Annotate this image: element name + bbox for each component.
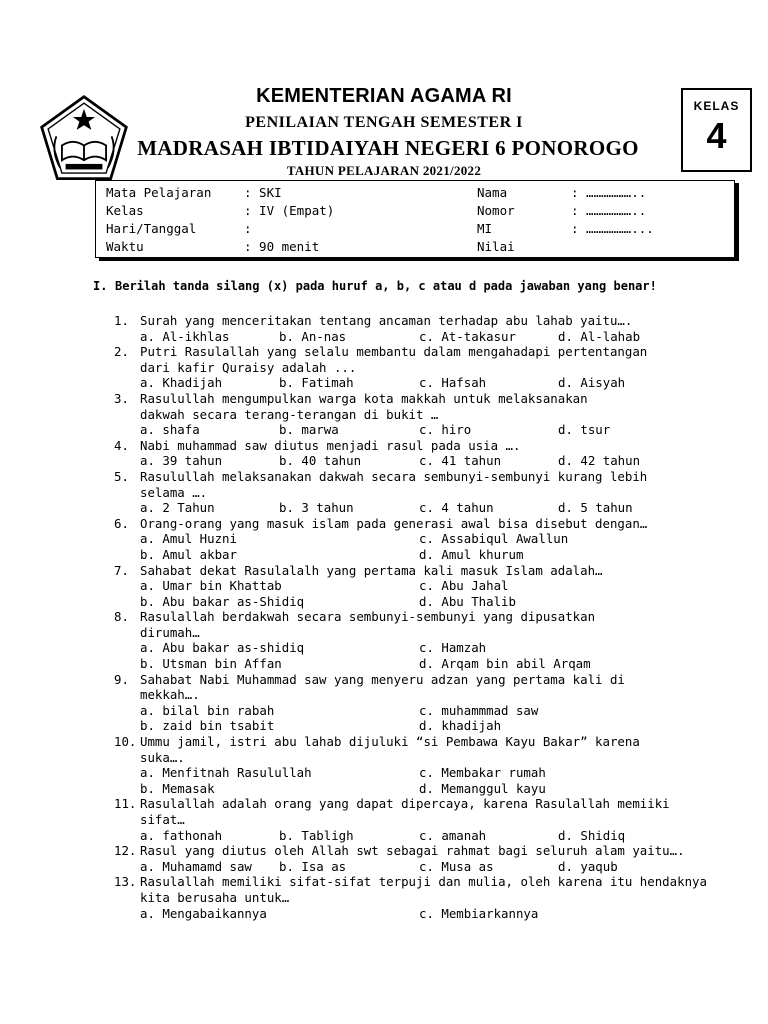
question-text: Rasulallah memiliki sifat-sifat terpuji dan mulia, oleh karena itu hendaknya bbox=[140, 874, 707, 890]
answer-option[interactable]: a. Mengabaikannya bbox=[140, 905, 267, 921]
question-line bbox=[0, 687, 768, 703]
class-number: 4 bbox=[706, 115, 727, 156]
number-field[interactable]: : ……………….. bbox=[571, 203, 647, 218]
info-value: : 90 menit bbox=[244, 239, 320, 254]
question-text: dirumah… bbox=[140, 624, 200, 640]
question-item bbox=[0, 563, 768, 610]
answer-option[interactable]: a. Umar bin Khattab bbox=[140, 578, 282, 594]
question-text: sifat… bbox=[140, 812, 185, 827]
exam-title: PENILAIAN TENGAH SEMESTER I bbox=[245, 114, 523, 131]
answer-options-row bbox=[0, 718, 768, 734]
answer-option[interactable]: a. Menfitnah Rasulullah bbox=[140, 765, 312, 781]
question-text: Sahabat Nabi Muhammad saw yang menyeru adzan yang pertama kali di bbox=[140, 671, 625, 687]
question-number: 9. bbox=[114, 671, 129, 687]
question-text: suka…. bbox=[140, 749, 185, 765]
question-line bbox=[0, 438, 768, 454]
answer-options-row bbox=[0, 906, 768, 922]
question-text: dakwah secara terang-terangan di bukit … bbox=[140, 406, 439, 422]
answer-option[interactable]: d. tsur bbox=[558, 422, 611, 438]
answer-option[interactable]: a. 39 tahun bbox=[140, 453, 223, 469]
question-list bbox=[0, 313, 768, 921]
answer-option[interactable]: c. 4 tahun bbox=[419, 500, 494, 516]
answer-option[interactable]: b. Amul akbar bbox=[140, 546, 237, 562]
info-label: Kelas bbox=[106, 203, 144, 218]
question-line bbox=[0, 672, 768, 688]
question-line bbox=[0, 750, 768, 766]
question-line bbox=[0, 874, 768, 890]
answer-option[interactable]: d. Aisyah bbox=[558, 375, 626, 391]
name-field[interactable]: : ……………….. bbox=[571, 185, 647, 200]
info-label: Hari/Tanggal bbox=[106, 221, 197, 236]
info-label: Nilai bbox=[477, 239, 515, 254]
answer-option[interactable]: b. Isa as bbox=[279, 858, 347, 874]
question-line bbox=[0, 469, 768, 485]
question-text: dari kafir Quraisy adalah ... bbox=[140, 359, 357, 375]
answer-option[interactable]: d. Shidiq bbox=[558, 827, 626, 843]
question-item bbox=[0, 672, 768, 734]
date-field[interactable]: : bbox=[244, 221, 252, 236]
answer-options-row bbox=[0, 828, 768, 844]
info-value: : SKI bbox=[244, 185, 282, 200]
question-line bbox=[0, 563, 768, 579]
answer-option[interactable]: d. Amul khurum bbox=[419, 546, 524, 562]
answer-option[interactable]: a. 2 Tahun bbox=[140, 500, 215, 516]
question-item bbox=[0, 796, 768, 843]
question-number: 2. bbox=[114, 344, 129, 360]
answer-option[interactable]: c. Membakar rumah bbox=[419, 765, 546, 781]
answer-option[interactable]: c. hiro bbox=[419, 422, 472, 438]
question-text: Nabi muhammad saw diutus menjadi rasul pada usia …. bbox=[140, 437, 521, 453]
answer-option[interactable]: c. amanah bbox=[419, 827, 487, 843]
question-line bbox=[0, 734, 768, 750]
info-label: Waktu bbox=[106, 239, 144, 254]
answer-option[interactable]: a. Al-ikhlas bbox=[140, 328, 230, 344]
question-number: 12. bbox=[114, 843, 137, 859]
question-number: 5. bbox=[114, 468, 129, 484]
question-text: Ummu jamil, istri abu lahab dijuluki “si Pembawa Kayu Bakar” karena bbox=[140, 734, 640, 750]
info-row bbox=[96, 202, 734, 220]
question-line bbox=[0, 407, 768, 423]
answer-option[interactable]: c. Membiarkannya bbox=[419, 905, 539, 921]
answer-option[interactable]: a. Khadijah bbox=[140, 375, 223, 391]
answer-options-row bbox=[0, 781, 768, 797]
answer-option[interactable]: b. Tabligh bbox=[279, 827, 354, 843]
answer-option[interactable]: c. Hafsah bbox=[419, 375, 487, 391]
answer-option[interactable]: a. bilal bin rabah bbox=[140, 702, 275, 718]
question-item bbox=[0, 344, 768, 391]
question-line bbox=[0, 516, 768, 532]
answer-option[interactable]: c. Hamzah bbox=[419, 640, 487, 656]
answer-option[interactable]: b. Fatimah bbox=[279, 375, 354, 391]
question-line bbox=[0, 313, 768, 329]
answer-option[interactable]: c. Abu Jahal bbox=[419, 578, 509, 594]
question-item bbox=[0, 609, 768, 671]
answer-option[interactable]: c. At-takasur bbox=[419, 328, 516, 344]
answer-option[interactable]: d. khadijah bbox=[419, 718, 502, 734]
ministry-title: KEMENTERIAN AGAMA RI bbox=[256, 85, 512, 107]
question-item bbox=[0, 843, 768, 874]
answer-options-row bbox=[0, 375, 768, 391]
mi-field[interactable]: : ………………... bbox=[571, 221, 654, 236]
question-line bbox=[0, 625, 768, 641]
answer-options-row bbox=[0, 703, 768, 719]
question-item bbox=[0, 874, 768, 921]
answer-option[interactable]: b. An-nas bbox=[279, 328, 347, 344]
section-instruction bbox=[93, 279, 657, 293]
question-line bbox=[0, 812, 768, 828]
question-item bbox=[0, 313, 768, 344]
answer-options-row bbox=[0, 594, 768, 610]
instruction-text: Berilah tanda silang (x) pada huruf a, b, c atau d pada jawaban yang benar! bbox=[115, 279, 657, 293]
answer-option[interactable]: b. Abu bakar as-Shidiq bbox=[140, 593, 305, 609]
question-number: 6. bbox=[114, 515, 129, 531]
answer-option[interactable]: d. Abu Thalib bbox=[419, 593, 516, 609]
answer-options-row bbox=[0, 640, 768, 656]
question-text: Orang-orang yang masuk islam pada generasi awal bisa disebut dengan… bbox=[140, 515, 648, 531]
question-line bbox=[0, 890, 768, 906]
answer-options-row bbox=[0, 422, 768, 438]
question-text: kita berusaha untuk… bbox=[140, 889, 290, 905]
class-box bbox=[681, 88, 752, 172]
answer-options-row bbox=[0, 765, 768, 781]
question-number: 4. bbox=[114, 437, 129, 453]
answer-option[interactable]: b. 40 tahun bbox=[279, 453, 362, 469]
info-label: Nama bbox=[477, 185, 508, 200]
answer-option[interactable]: d. Arqam bin abil Arqam bbox=[419, 656, 591, 672]
question-item bbox=[0, 734, 768, 796]
question-text: mekkah…. bbox=[140, 687, 200, 703]
info-label: Mata Pelajaran bbox=[106, 185, 212, 200]
question-item bbox=[0, 516, 768, 563]
question-text: Rasulallah adalah orang yang dapat dipercaya, karena Rasulallah memiiki bbox=[140, 796, 670, 812]
question-number: 3. bbox=[114, 390, 129, 406]
academic-year: TAHUN PELAJARAN 2021/2022 bbox=[286, 163, 482, 178]
answer-option[interactable]: c. 41 tahun bbox=[419, 453, 502, 469]
question-number: 11. bbox=[114, 796, 137, 812]
answer-options-row bbox=[0, 329, 768, 345]
answer-option[interactable]: d. 42 tahun bbox=[558, 453, 641, 469]
question-number: 7. bbox=[114, 562, 129, 578]
info-label: MI bbox=[477, 221, 493, 236]
question-line bbox=[0, 344, 768, 360]
question-number: 8. bbox=[114, 609, 129, 625]
answer-option[interactable]: b. Memasak bbox=[140, 780, 215, 796]
answer-option[interactable]: d. Al-lahab bbox=[558, 328, 641, 344]
answer-options-row bbox=[0, 859, 768, 875]
student-info-box bbox=[95, 180, 735, 258]
answer-options-row bbox=[0, 453, 768, 469]
answer-options-row bbox=[0, 547, 768, 563]
answer-option[interactable]: b. marwa bbox=[279, 422, 339, 438]
answer-option[interactable]: a. Muhamamd saw bbox=[140, 858, 252, 874]
answer-option[interactable]: a. Amul Huzni bbox=[140, 531, 237, 547]
question-text: Rasulallah berdakwah secara sembunyi-sembunyi yang dipusatkan bbox=[140, 609, 596, 625]
answer-options-row bbox=[0, 656, 768, 672]
question-text: Surah yang menceritakan tentang ancaman terhadap abu lahab yaitu…. bbox=[140, 313, 633, 328]
answer-option[interactable]: c. Assabiqul Awallun bbox=[419, 531, 569, 547]
question-item bbox=[0, 391, 768, 438]
question-text: Sahabat dekat Rasulalalh yang pertama kali masuk Islam adalah… bbox=[140, 562, 603, 578]
answer-option[interactable]: b. 3 tahun bbox=[279, 500, 354, 516]
answer-options-row bbox=[0, 578, 768, 594]
answer-option[interactable]: c. Musa as bbox=[419, 858, 494, 874]
answer-option[interactable]: b. zaid bin tsabit bbox=[140, 718, 275, 734]
info-label: Nomor bbox=[477, 203, 515, 218]
answer-option[interactable]: c. muhammmad saw bbox=[419, 702, 539, 718]
info-value: : IV (Empat) bbox=[244, 203, 335, 218]
question-text: Rasulullah mengumpulkan warga kota makkah untuk melaksanakan bbox=[140, 390, 588, 406]
question-number: 10. bbox=[114, 734, 137, 750]
question-line bbox=[0, 391, 768, 407]
answer-options-row bbox=[0, 531, 768, 547]
question-text: Rasul yang diutus oleh Allah swt sebagai rahmat bagi seluruh alam yaitu…. bbox=[140, 843, 685, 859]
info-row bbox=[96, 238, 734, 256]
question-line bbox=[0, 796, 768, 812]
question-text: Putri Rasulallah yang selalu membantu dalam mengahadapi pertentangan bbox=[140, 344, 648, 360]
school-name: MADRASAH IBTIDAIYAH NEGERI 6 PONOROGO bbox=[137, 136, 639, 160]
answer-options-row bbox=[0, 500, 768, 516]
question-text: Rasulullah melaksanakan dakwah secara sembunyi-sembunyi kurang lebih bbox=[140, 468, 648, 484]
question-number: 13. bbox=[114, 874, 137, 890]
section-number: I. bbox=[93, 279, 108, 293]
answer-option[interactable]: d. 5 tahun bbox=[558, 500, 633, 516]
question-item bbox=[0, 469, 768, 516]
answer-option[interactable]: a. shafa bbox=[140, 422, 200, 438]
question-line bbox=[0, 360, 768, 376]
info-row bbox=[96, 220, 734, 238]
question-item bbox=[0, 438, 768, 469]
question-line bbox=[0, 609, 768, 625]
question-line bbox=[0, 485, 768, 501]
class-label: KELAS bbox=[693, 99, 740, 113]
answer-option[interactable]: d. yaqub bbox=[558, 858, 618, 874]
answer-option[interactable]: a. fathonah bbox=[140, 827, 223, 843]
question-text: selama …. bbox=[140, 484, 208, 500]
answer-option[interactable]: d. Memanggul kayu bbox=[419, 780, 546, 796]
answer-option[interactable]: a. Abu bakar as-shidiq bbox=[140, 640, 305, 656]
question-line bbox=[0, 843, 768, 859]
question-number: 1. bbox=[114, 313, 129, 328]
info-row bbox=[96, 184, 734, 202]
answer-option[interactable]: b. Utsman bin Affan bbox=[140, 656, 282, 672]
